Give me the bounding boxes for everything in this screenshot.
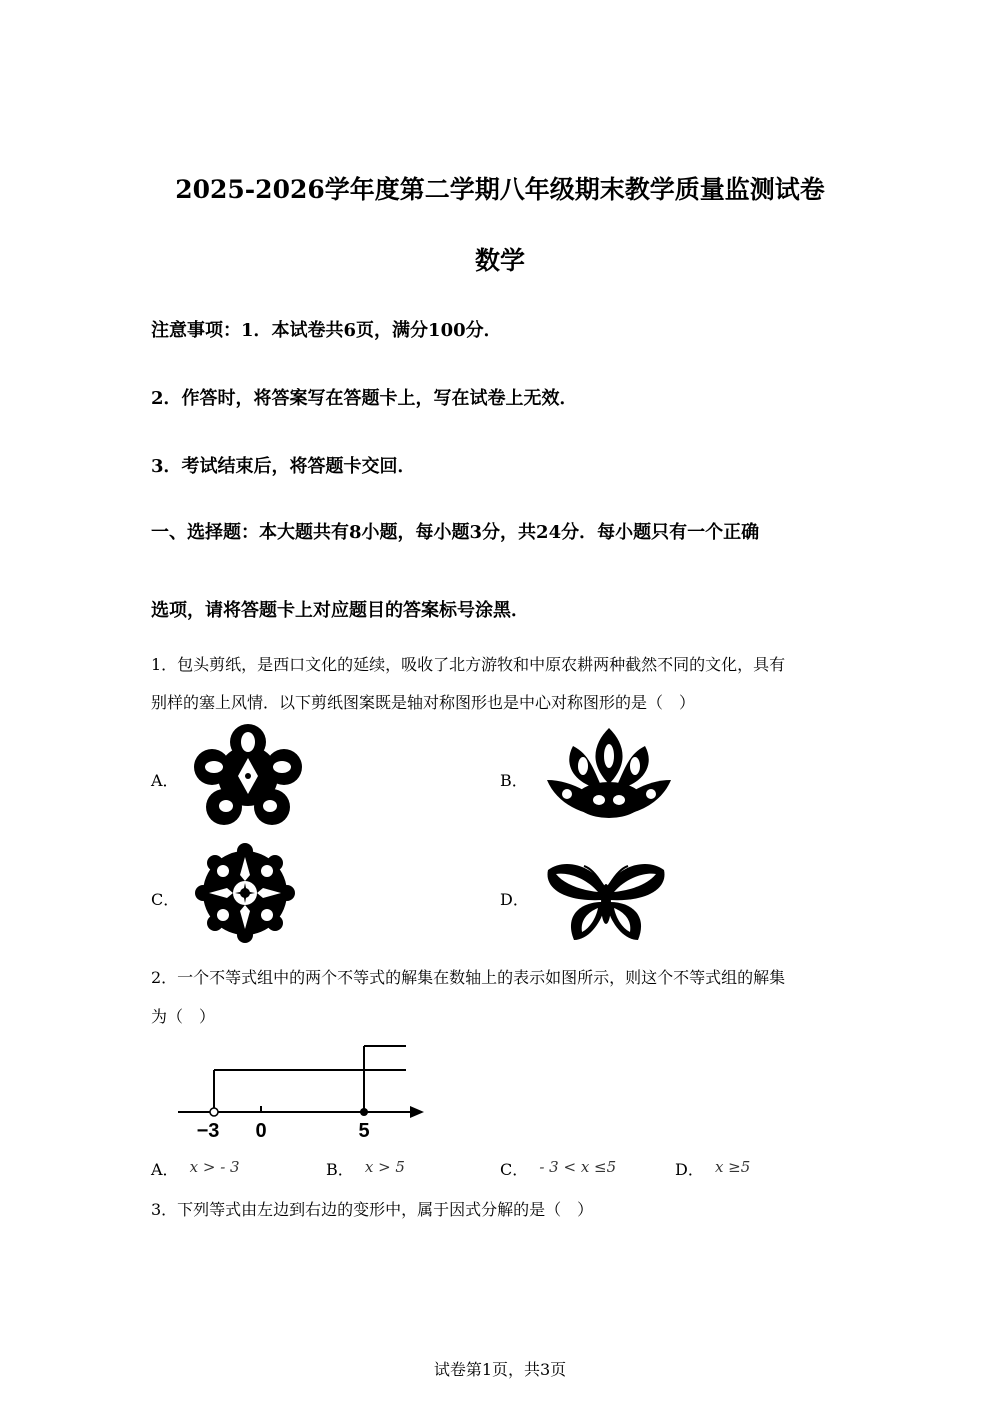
q3-stem-line1: 3．下列等式由左边到右边的变形中，属于因式分解的是（ ）: [151, 1200, 594, 1219]
q2-option-b[interactable]: [326, 1157, 405, 1180]
note-1: 注意事项：1．本试卷共6页，满分100分．: [151, 320, 502, 341]
q2-option-b-label: B．: [326, 1160, 354, 1179]
section-heading-line1: 一、选择题：本大题共有8小题，每小题3分，共24分．每小题只有一个正确: [151, 522, 760, 543]
lotus-papercut-icon: [543, 724, 675, 824]
tick-label-0: 0: [255, 1120, 267, 1140]
q1-option-a-label[interactable]: A．: [151, 771, 179, 790]
section-heading-line2: 选项，请将答题卡上对应题目的答案标号涂黑．: [151, 600, 529, 621]
q2-option-b-expr: x > 5: [364, 1158, 405, 1176]
q2-option-c[interactable]: [500, 1157, 616, 1180]
page-footer: 试卷第1页，共3页: [433, 1360, 567, 1379]
open-point-minus3: [210, 1108, 218, 1116]
note-3: 3．考试结束后，将答题卡交回．: [151, 456, 416, 477]
q2-option-c-expr: - 3 < x ≤5: [539, 1158, 617, 1176]
number-line-diagram: [170, 1040, 430, 1140]
tick-label-minus3: −3: [196, 1120, 220, 1140]
q2-option-d-expr: x ≥5: [714, 1158, 751, 1176]
q2-option-a-label: A．: [151, 1160, 179, 1179]
subject-title: 数学: [474, 246, 525, 275]
q2-option-c-label: C．: [500, 1160, 529, 1179]
closed-point-5: [360, 1108, 368, 1116]
note-2: 2．作答时，将答案写在答题卡上，写在试卷上无效．: [151, 388, 578, 409]
q1-option-b-label[interactable]: B．: [500, 771, 528, 790]
tick-label-5: 5: [358, 1120, 370, 1140]
q2-stem-line1: 2．一个不等式组中的两个不等式的解集在数轴上的表示如图所示，则这个不等式组的解集: [151, 968, 786, 987]
snowflake-papercut-icon: [195, 843, 295, 943]
butterfly-papercut-icon: [544, 858, 668, 942]
q2-stem-line2: 为（ ）: [151, 1007, 216, 1026]
q2-option-a-expr: x > - 3: [189, 1158, 240, 1176]
q1-stem-line1: 1．包头剪纸，是西口文化的延续，吸收了北方游牧和中原农耕两种截然不同的文化，具有: [151, 655, 786, 674]
exam-title: 2025-2026学年度第二学期八年级期末教学质量监测试卷: [175, 175, 825, 204]
q2-option-d[interactable]: [675, 1157, 750, 1180]
q2-option-a[interactable]: [151, 1157, 240, 1180]
q1-stem-line2: 别样的塞上风情．以下剪纸图案既是轴对称图形也是中心对称图形的是（ ）: [151, 693, 696, 712]
q1-option-d-label[interactable]: D．: [500, 890, 529, 909]
q1-option-c-label[interactable]: C．: [151, 890, 180, 909]
q2-option-d-label: D．: [675, 1160, 704, 1179]
flower-papercut-icon: [192, 722, 304, 826]
